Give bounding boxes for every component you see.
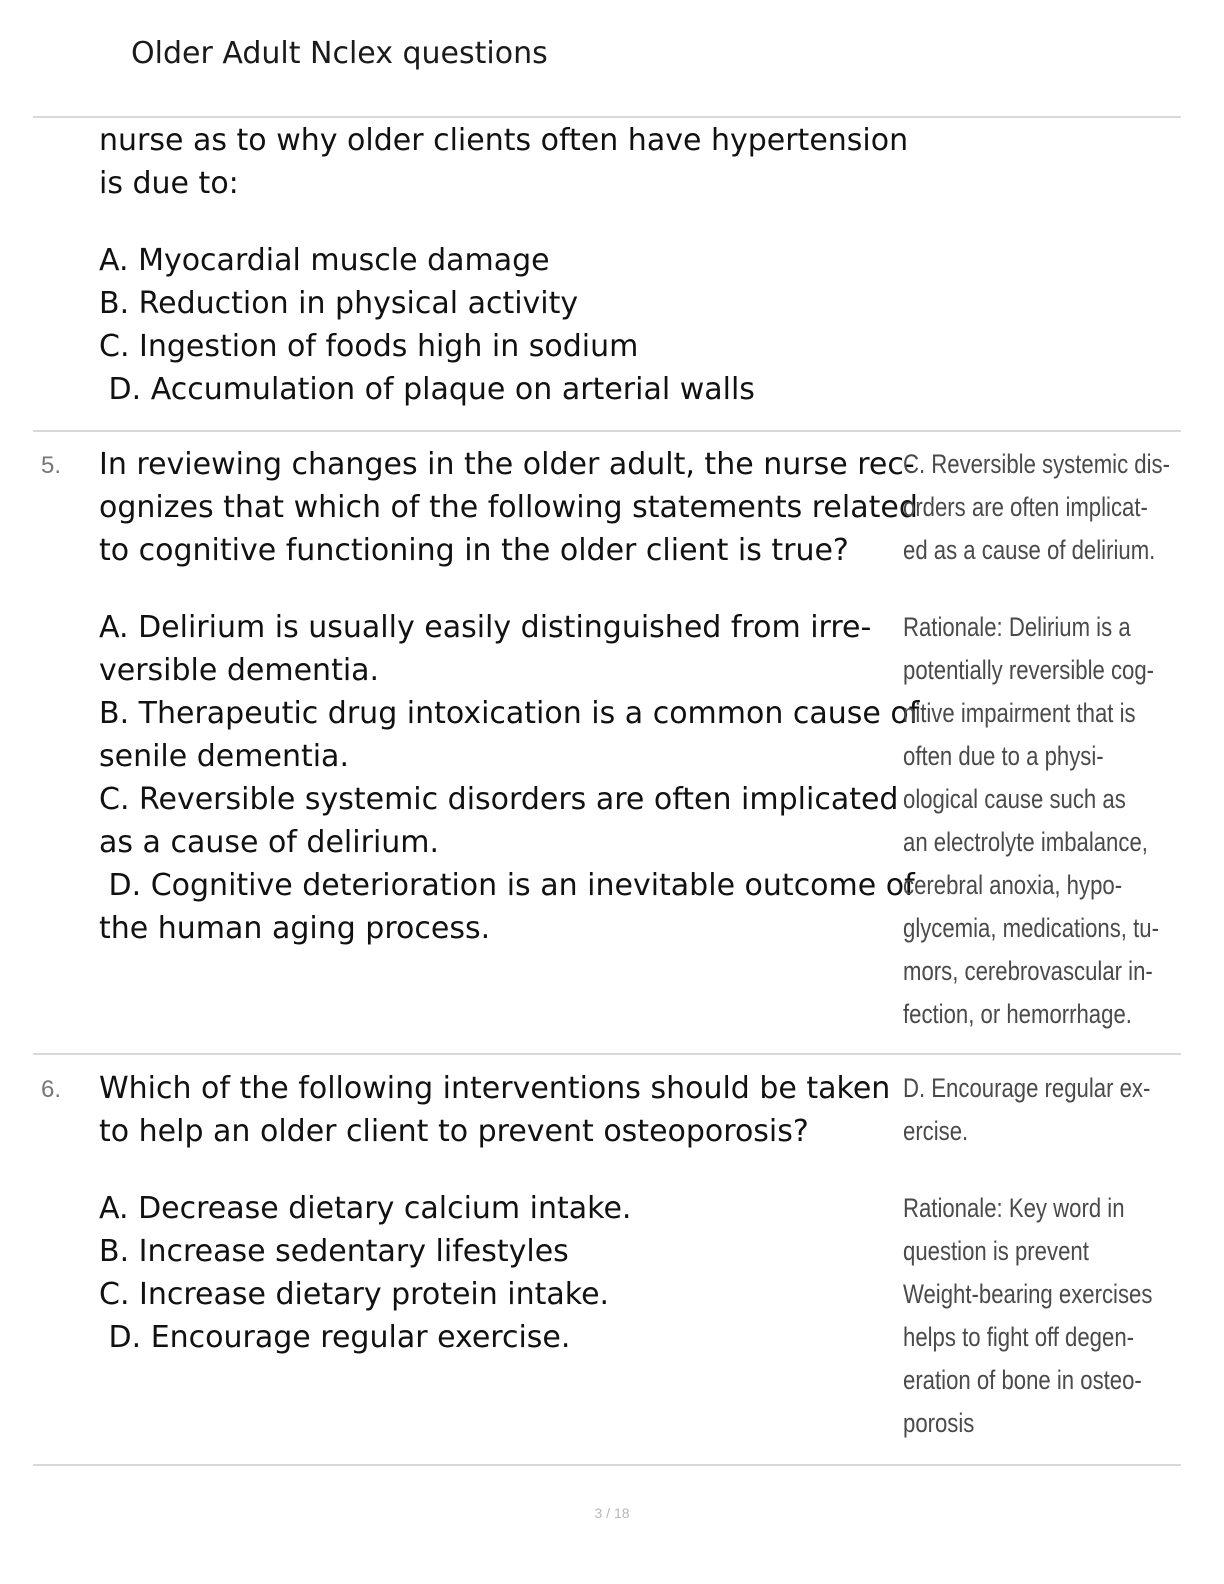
- divider: [33, 430, 1181, 432]
- rationale-line: question is prevent: [903, 1236, 1089, 1266]
- stem-line: is due to:: [99, 166, 239, 201]
- answer-line: C. Reversible systemic dis-: [903, 449, 1170, 479]
- question-6-options: [99, 1187, 899, 1359]
- rationale-line: glycemia, medications, tu-: [903, 913, 1159, 943]
- rationale-line: Rationale: Key word in: [903, 1193, 1125, 1223]
- option-line: C. Reversible systemic disorders are often implicated: [99, 782, 899, 817]
- stem-line: nurse as to why older clients often have hypertension: [99, 123, 909, 158]
- option-b: B. Increase sedentary lifestyles: [99, 1234, 569, 1269]
- question-5-answer: [903, 443, 1170, 572]
- rationale-line: porosis: [903, 1408, 975, 1438]
- divider: [33, 1053, 1181, 1055]
- option-a: A. Myocardial muscle damage: [99, 243, 550, 278]
- option-c: C. Increase dietary protein intake.: [99, 1277, 610, 1312]
- continued-question-stem: [99, 119, 909, 205]
- answer-line: D. Encourage regular ex-: [903, 1073, 1151, 1103]
- page-number: 3 / 18: [594, 1505, 630, 1521]
- option-line: as a cause of delirium.: [99, 825, 440, 860]
- question-5-stem: [99, 443, 918, 572]
- option-line: the human aging process.: [99, 911, 491, 946]
- document-title: Older Adult Nclex questions: [131, 36, 548, 71]
- divider: [33, 116, 1181, 118]
- rationale-line: Weight-bearing exercises: [903, 1279, 1153, 1309]
- rationale-line: cerebral anoxia, hypo-: [903, 870, 1123, 900]
- stem-line: In reviewing changes in the older adult, the nurse rec-: [99, 447, 915, 482]
- question-5-options: [99, 606, 920, 950]
- option-d: D. Encourage regular exercise.: [99, 1320, 571, 1355]
- rationale-line: ological cause such as: [903, 784, 1126, 814]
- question-5-rationale: [903, 606, 1159, 1036]
- answer-line: orders are often implicat-: [903, 492, 1148, 522]
- option-a: A. Decrease dietary calcium intake.: [99, 1191, 632, 1226]
- rationale-line: potentially reversible cog-: [903, 655, 1155, 685]
- question-6-answer: [903, 1067, 1151, 1153]
- stem-line: ognizes that which of the following statements related: [99, 490, 918, 525]
- question-number: 6.: [41, 1076, 62, 1103]
- stem-line: Which of the following interventions should be taken: [99, 1071, 891, 1106]
- option-line: versible dementia.: [99, 653, 380, 688]
- option-line: senile dementia.: [99, 739, 349, 774]
- stem-line: to cognitive functioning in the older client is true?: [99, 533, 849, 568]
- rationale-line: mors, cerebrovascular in-: [903, 956, 1153, 986]
- divider: [33, 1464, 1181, 1466]
- question-6-rationale: [903, 1187, 1153, 1445]
- rationale-line: an electrolyte imbalance,: [903, 827, 1148, 857]
- rationale-line: nitive impairment that is: [903, 698, 1136, 728]
- option-line: D. Cognitive deterioration is an inevitable outcome of: [99, 868, 915, 903]
- rationale-line: Rationale: Delirium is a: [903, 612, 1131, 642]
- option-c: C. Ingestion of foods high in sodium: [99, 329, 639, 364]
- rationale-line: helps to fight off degen-: [903, 1322, 1135, 1352]
- rationale-line: often due to a physi-: [903, 741, 1104, 771]
- question-6-stem: [99, 1067, 899, 1153]
- answer-line: ercise.: [903, 1116, 969, 1146]
- rationale-line: eration of bone in osteo-: [903, 1365, 1142, 1395]
- question-number: 5.: [41, 452, 62, 479]
- option-line: A. Delirium is usually easily distinguished from irre-: [99, 610, 872, 645]
- continued-question-options: [99, 239, 899, 411]
- option-d: D. Accumulation of plaque on arterial walls: [99, 372, 755, 407]
- stem-line: to help an older client to prevent osteoporosis?: [99, 1114, 809, 1149]
- rationale-line: fection, or hemorrhage.: [903, 999, 1132, 1029]
- option-line: B. Therapeutic drug intoxication is a common cause of: [99, 696, 920, 731]
- option-b: B. Reduction in physical activity: [99, 286, 579, 321]
- answer-line: ed as a cause of delirium.: [903, 535, 1156, 565]
